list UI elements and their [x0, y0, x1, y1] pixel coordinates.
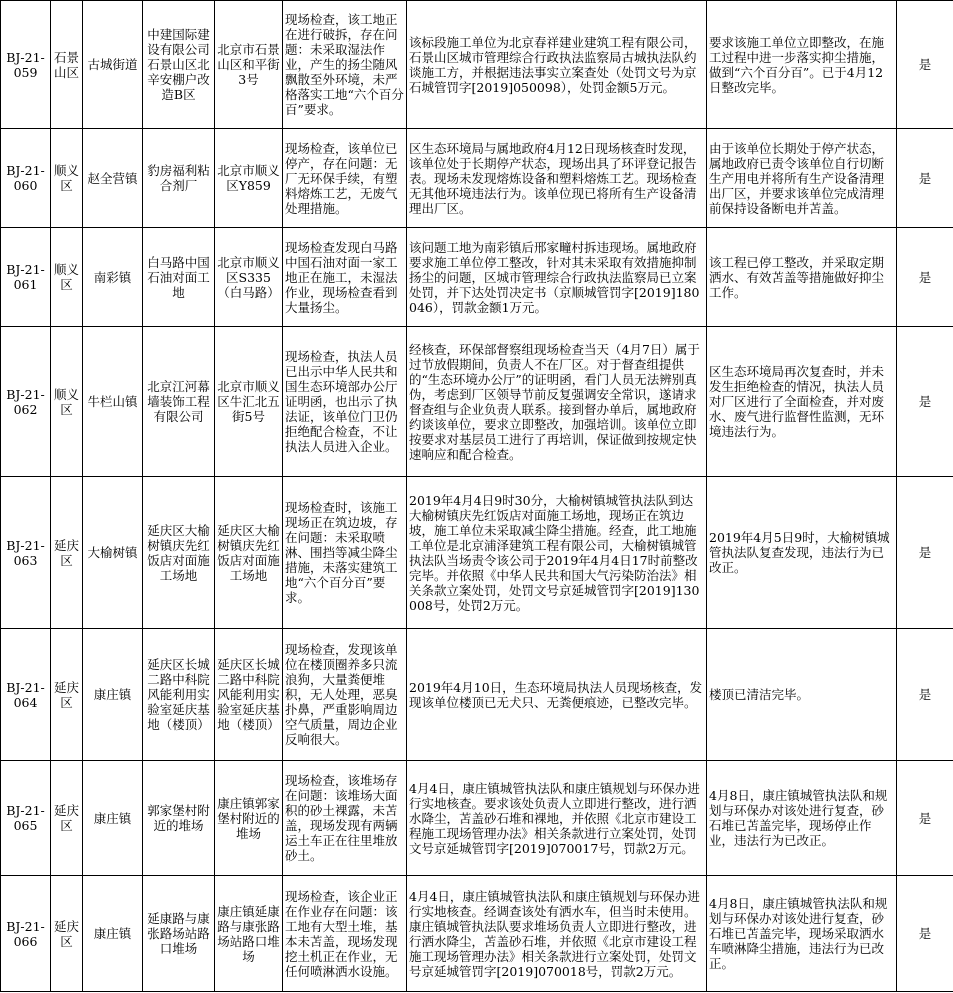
problem: 现场检查，该工地正在进行破拆，存在问题：未采取湿法作业，产生的扬尘随风飘散至外环境，未严格落实工地“六个百分百”要求。: [283, 1, 407, 129]
town: 康庄镇: [83, 761, 143, 876]
address: 康庄镇延康路与康张路场站路口堆场: [215, 876, 283, 992]
town: 古城街道: [83, 1, 143, 129]
investigation: 2019年4月4日9时30分，大榆树镇城管执法队到达大榆树镇庆先红饭店对面施工场地，现场正在筑边坡，施工单位未采取减尘降尘措施。经查，此工地施工单位是北京浦泽建筑工程有限公司，大榆树镇城管执法队当场责令该公司于2019年4月4日17时前整改完毕。并依照《中华人民共和国大气污染防治法》相关条款立案处罚，处罚文号京延城管罚字[2019]130008号，处罚2万元。: [407, 477, 707, 629]
table-row: [1, 761, 953, 876]
case-id: BJ-21-060: [1, 129, 51, 228]
rectification: 4月8日，康庄镇城管执法队和规划与环保办对该处进行复查，砂石堆已苫盖完毕，现场采取洒水车喷淋降尘措施，违法行为已改正。: [707, 876, 897, 992]
result: 是: [897, 477, 953, 629]
table-row: [1, 477, 953, 629]
case-id: BJ-21-062: [1, 327, 51, 477]
investigation: 经核查，环保部督察组现场检查当天（4月7日）属于过节放假期间，负责人不在厂区。对于督查组提供的“生态环境办公厅”的证明函，看门人员无法辨别真伪，考虑到厂区领导节前反复强调安全常识，遂请求督查组与企业负责人联系。接到督办单后，属地政府约谈该单位，要求立即整改，加强培训。该单位立即按要求对基层员工进行了再培训，保证做到按规定快速响应和配合检查。: [407, 327, 707, 477]
address: 北京市顺义区S335（白马路）: [215, 228, 283, 327]
district: 石景山区: [51, 1, 83, 129]
result: 是: [897, 629, 953, 761]
address: 北京市顺义区Y859: [215, 129, 283, 228]
address: 延庆区大榆树镇庆先红饭店对面施工场地: [215, 477, 283, 629]
district: 顺义区: [51, 327, 83, 477]
town: 牛栏山镇: [83, 327, 143, 477]
unit-name: 延庆区长城二路中科院风能利用实验室延庆基地（楼顶）: [143, 629, 215, 761]
district: 顺义区: [51, 129, 83, 228]
district: 顺义区: [51, 228, 83, 327]
investigation: 该问题工地为南彩镇后邢家疃村拆违现场。属地政府要求施工单位停工整改，针对其未采取有效措施抑制扬尘的问题，区城市管理综合行政执法监察局已立案处罚，并下达处罚决定书（京顺城管罚字[2019]180046），罚款金额1万元。: [407, 228, 707, 327]
case-id: BJ-21-059: [1, 1, 51, 129]
district: 延庆区: [51, 761, 83, 876]
result: 是: [897, 129, 953, 228]
investigation: 2019年4月10日，生态环境局执法人员现场核查，发现该单位楼顶已无犬只、无粪便痕迹，已整改完毕。: [407, 629, 707, 761]
case-id: BJ-21-064: [1, 629, 51, 761]
problem: 现场检查，发现该单位在楼顶圈养多只流浪狗，大量粪便堆积，无人处理，恶臭扑鼻，严重影响周边空气质量，周边企业反响很大。: [283, 629, 407, 761]
address: 康庄镇郭家堡村附近的堆场: [215, 761, 283, 876]
unit-name: 白马路中国石油对面工地: [143, 228, 215, 327]
result: 是: [897, 761, 953, 876]
town: 大榆树镇: [83, 477, 143, 629]
district: 延庆区: [51, 876, 83, 992]
table-row: [1, 629, 953, 761]
town: 康庄镇: [83, 629, 143, 761]
unit-name: 郭家堡村附近的堆场: [143, 761, 215, 876]
problem: 现场检查发现白马路中国石油对面一家工地正在施工，未湿法作业，现场检查看到大量扬尘。: [283, 228, 407, 327]
result: 是: [897, 876, 953, 992]
result: 是: [897, 327, 953, 477]
address: 北京市顺义区牛汇北五街5号: [215, 327, 283, 477]
table-row: [1, 1, 953, 129]
rectification: 要求该施工单位立即整改，在施工过程中进一步落实抑尘措施，做到“六个百分百”。已于4月12日整改完毕。: [707, 1, 897, 129]
unit-name: 延康路与康张路场站路口堆场: [143, 876, 215, 992]
case-id: BJ-21-061: [1, 228, 51, 327]
rectification: 4月8日，康庄镇城管执法队和规划与环保办对该处进行复查，砂石堆已苫盖完毕，现场停止作业，违法行为已改正。: [707, 761, 897, 876]
town: 南彩镇: [83, 228, 143, 327]
investigation: 该标段施工单位为北京春祥建业建筑工程有限公司，石景山区城市管理综合行政执法监察局古城执法队约谈施工方，并根据违法事实立案查处（处罚文号为京石城管罚字[2019]050098），处罚金额5万元。: [407, 1, 707, 129]
rectification: 由于该单位长期处于停产状态，属地政府已责令该单位自行切断生产用电并将所有生产设备清理出厂区，并要求该单位完成清理前保持设备断电并苫盖。: [707, 129, 897, 228]
town: 康庄镇: [83, 876, 143, 992]
problem: 现场检查，该企业正在作业存在问题：该工地有大型土堆，基本未苫盖，现场发现挖土机正在作业，无任何喷淋洒水设施。: [283, 876, 407, 992]
district: 延庆区: [51, 629, 83, 761]
rectification: 该工程已停工整改，并采取定期洒水、有效苫盖等措施做好抑尘工作。: [707, 228, 897, 327]
table-row: [1, 876, 953, 992]
rectification: 2019年4月5日9时，大榆树镇城管执法队复查发现，违法行为已改正。: [707, 477, 897, 629]
table-row: [1, 129, 953, 228]
address: 北京市石景山区和平街3号: [215, 1, 283, 129]
problem: 现场检查时，该施工现场正在筑边坡，存在问题：未采取喷淋、围挡等减尘降尘措施，未落实建筑工地“六个百分百”要求。: [283, 477, 407, 629]
investigation: 区生态环境局与属地政府4月12日现场核查时发现，该单位处于长期停产状态，现场出具了环评登记报告表。现场未发现熔炼设备和塑料熔炼工艺。现场检查无其他环境违法行为。该单位现已将所有生产设备清理出厂区。: [407, 129, 707, 228]
case-id: BJ-21-063: [1, 477, 51, 629]
investigation: 4月4日，康庄镇城管执法队和康庄镇规划与环保办进行实地核查。经调查该处有洒水车，但当时未使用。康庄镇城管执法队要求堆场负责人立即进行整改，进行洒水降尘，苫盖砂石堆，并依照《北京市建设工程施工现场管理办法》相关条款进行立案处罚，处罚文号京延城管罚字[2019]070018号，罚款2万元。: [407, 876, 707, 992]
table-row: [1, 327, 953, 477]
case-id: BJ-21-065: [1, 761, 51, 876]
rectification: 楼顶已清洁完毕。: [707, 629, 897, 761]
address: 延庆区长城二路中科院风能利用实验室延庆基地（楼顶）: [215, 629, 283, 761]
town: 赵全营镇: [83, 129, 143, 228]
result: 是: [897, 1, 953, 129]
problem: 现场检查，该单位已停产，存在问题：无厂无环保手续，有塑料熔炼工艺，无废气处理措施。: [283, 129, 407, 228]
rectification: 区生态环境局再次复查时，并未发生拒绝检查的情况，执法人员对厂区进行了全面检查，并对废水、废气进行监督性监测，无环境违法行为。: [707, 327, 897, 477]
table-row: [1, 228, 953, 327]
unit-name: 延庆区大榆树镇庆先红饭店对面施工场地: [143, 477, 215, 629]
problem: 现场检查，执法人员已出示中华人民共和国生态环境部办公厅证明函，也出示了执法证，该单位门卫仍拒绝配合检查，不让执法人员进入企业。: [283, 327, 407, 477]
district: 延庆区: [51, 477, 83, 629]
investigation: 4月4日，康庄镇城管执法队和康庄镇规划与环保办进行实地核查。要求该处负责人立即进行整改，进行洒水降尘，苫盖砂石堆和裸地，并依照《北京市建设工程施工现场管理办法》相关条款进行立案处罚，处罚文号京延城管罚字[2019]070017号，罚款2万元。: [407, 761, 707, 876]
problem: 现场检查，该堆场存在问题：该堆场大面积的砂土裸露，未苫盖，现场发现有两辆运土车正在往里堆放砂土。: [283, 761, 407, 876]
unit-name: 北京江河幕墙装饰工程有限公司: [143, 327, 215, 477]
result: 是: [897, 228, 953, 327]
case-id: BJ-21-066: [1, 876, 51, 992]
unit-name: 豹房福利粘合剂厂: [143, 129, 215, 228]
unit-name: 中建国际建设有限公司石景山区北辛安棚户改造B区: [143, 1, 215, 129]
